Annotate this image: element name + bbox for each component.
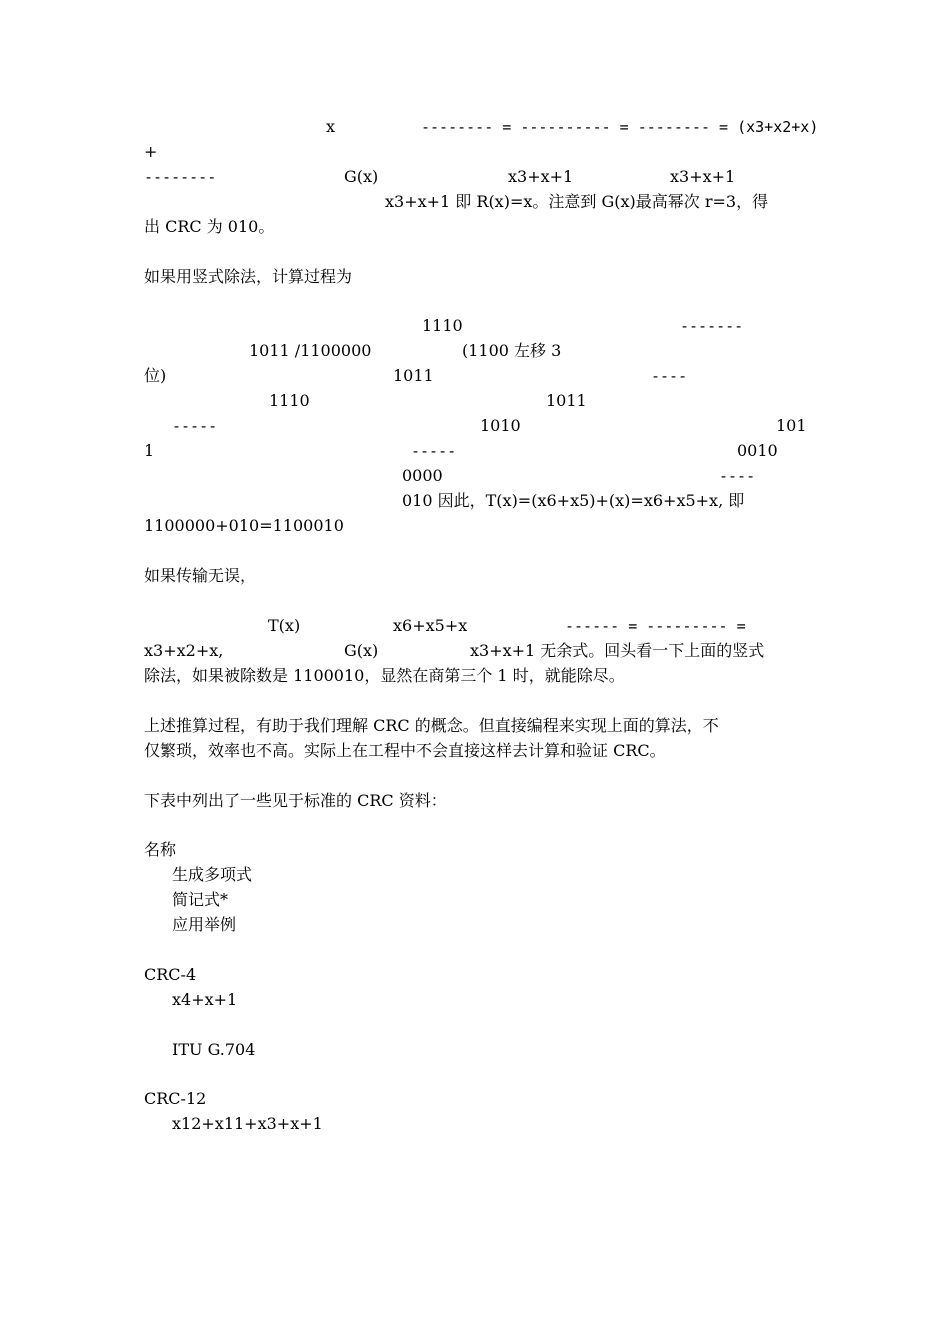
value-0010: 0010	[737, 441, 778, 460]
value-101: 101	[776, 416, 807, 435]
conclusion: 010 因此，T(x)=(x6+x5)+(x)=x6+x5+x, 即	[402, 491, 745, 510]
if-no-error: 如果传输无误，	[144, 566, 257, 585]
subtract-1011-b: 1011	[546, 391, 587, 410]
wei-text: 位)	[144, 366, 167, 385]
verify-rest: x3+x+1 无余式。回头看一下上面的竖式	[470, 641, 765, 660]
intro-vertical-division: 如果用竖式除法，计算过程为	[144, 267, 353, 286]
verify-gx: G(x)	[344, 641, 379, 660]
table-row-crc4-poly: x4+x+1	[172, 990, 238, 1009]
table-header-name: 名称	[144, 840, 177, 859]
fraction-dashes-line: -------- = ---------- = -------- = (x3+x2+x)	[421, 118, 819, 136]
table-row-crc4-name: CRC-4	[144, 965, 197, 984]
verify-tx: T(x)	[268, 616, 301, 635]
value-1010: 1010	[480, 416, 521, 435]
table-row-crc4-app: ITU G.704	[172, 1040, 256, 1059]
denominator-a: x3+x+1	[508, 167, 574, 186]
concept-line-1: 上述推算过程，有助于我们理解 CRC 的概念。但直接编程来实现上面的算法，不	[144, 716, 719, 735]
value-1110: 1110	[269, 391, 310, 410]
table-row-crc12-poly: x12+x11+x3+x+1	[172, 1114, 323, 1133]
dash-left-1: -----	[172, 417, 218, 435]
verify-eq-line: ------ = --------- =	[565, 617, 746, 635]
numerator-x: x	[326, 117, 336, 136]
verify-lhs: x3+x2+x,	[144, 641, 224, 660]
crc-result: 出 CRC 为 010。	[144, 217, 275, 236]
value-1: 1	[144, 441, 155, 460]
dash-right-2: ----	[651, 367, 688, 385]
subtract-1011-a: 1011	[393, 366, 434, 385]
shift-note: (1100 左移 3	[462, 341, 562, 360]
denominator-b: x3+x+1	[670, 167, 736, 186]
table-intro: 下表中列出了一些见于标准的 CRC 资料：	[144, 791, 447, 810]
remainder-line: x3+x+1 即 R(x)=x。注意到 G(x)最高幂次 r=3，得	[385, 192, 769, 211]
dash-right-3: ----	[719, 467, 756, 485]
verify-poly: x6+x5+x	[393, 616, 468, 635]
table-header-poly: 生成多项式	[172, 865, 253, 884]
value-0000: 0000	[402, 466, 443, 485]
dash-mid: -----	[411, 442, 457, 460]
dash-top-right: -------	[680, 317, 744, 335]
verify-line2: 除法，如果被除数是 1100010，显然在商第三个 1 时，就能除尽。	[144, 666, 625, 685]
quotient: 1110	[422, 316, 463, 335]
sum: 1100000+010=1100010	[144, 516, 344, 535]
plus-sign: +	[144, 142, 158, 161]
divisor-dividend: 1011 /1100000	[249, 341, 372, 360]
left-dashes: --------	[144, 168, 217, 186]
table-row-crc12-name: CRC-12	[144, 1089, 207, 1108]
table-header-short: 简记式*	[172, 890, 229, 909]
denominator-gx: G(x)	[344, 167, 379, 186]
concept-line-2: 仅繁琐，效率也不高。实际上在工程中不会直接这样去计算和验证 CRC。	[144, 741, 666, 760]
table-header-app: 应用举例	[172, 915, 237, 934]
